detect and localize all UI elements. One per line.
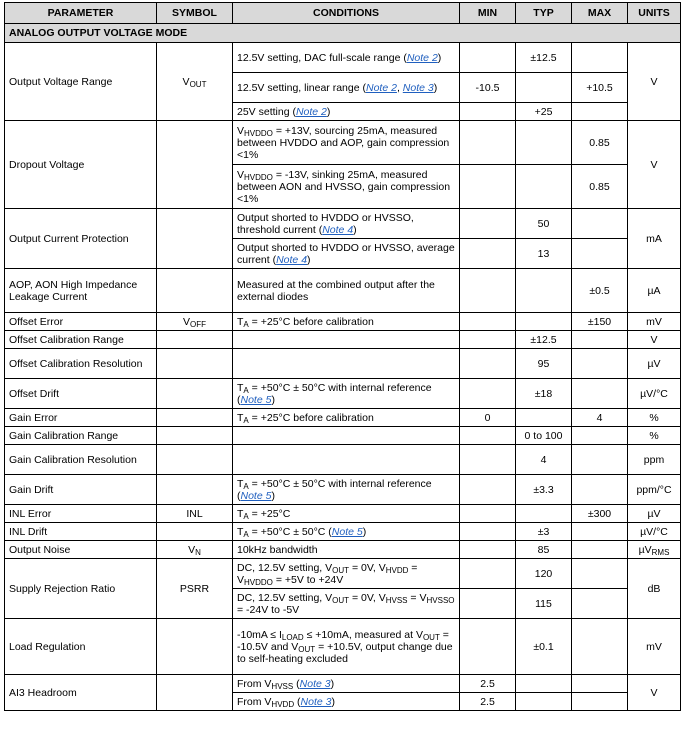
typ-value: +25 <box>516 103 572 121</box>
param-output-voltage-range: Output Voltage Range <box>5 43 157 121</box>
max-value: ±150 <box>572 313 628 331</box>
note-link[interactable]: Note 5 <box>240 489 272 502</box>
typ-value: ±12.5 <box>516 43 572 73</box>
min-value: 0 <box>460 409 516 427</box>
condition: $V_{HVDDO} = +13V$, sourcing 25mA, measured between HVDDO and AOP, gain compression <1% <box>233 121 460 165</box>
min-value <box>460 523 516 541</box>
unit-value: V <box>628 331 681 349</box>
param-load-regulation: Load Regulation <box>5 619 157 675</box>
symbol-empty <box>157 445 233 475</box>
param-offset-error: Offset Error <box>5 313 157 331</box>
unit-value: µA <box>628 269 681 313</box>
symbol-empty <box>157 331 233 349</box>
param-inl-error: INL Error <box>5 505 157 523</box>
table-row <box>5 505 681 523</box>
param-gain-calibration-range: Gain Calibration Range <box>5 427 157 445</box>
min-value <box>460 427 516 445</box>
typ-value: 95 <box>516 349 572 379</box>
note-link[interactable]: Note 2 <box>295 105 327 118</box>
unit-value: ppm/°C <box>628 475 681 505</box>
typ-value: ±3.3 <box>516 475 572 505</box>
min-value: 2.5 <box>460 693 516 711</box>
typ-value: ±3 <box>516 523 572 541</box>
condition <box>233 331 460 349</box>
note-link[interactable]: Note 3 <box>402 81 434 94</box>
min-value <box>460 209 516 239</box>
symbol-empty <box>157 427 233 445</box>
symbol-empty <box>157 475 233 505</box>
condition: $-10mA \le I_{LOAD} \le +10mA$, measured at $V_{OUT} = -10.5V$ and $V_{OUT} = +10.5V$, output change due to self-heating excluded <box>233 619 460 675</box>
typ-value: ±18 <box>516 379 572 409</box>
header-units: UNITS <box>628 3 681 24</box>
condition: From $V_{HVSS}$ (Note 3) <box>233 675 460 693</box>
typ-value: 120 <box>516 559 572 589</box>
header-parameter: PARAMETER <box>5 3 157 24</box>
header-row <box>5 3 681 24</box>
min-value <box>460 475 516 505</box>
min-value <box>460 379 516 409</box>
min-value <box>460 619 516 675</box>
unit-value: µV/°C <box>628 523 681 541</box>
table-row <box>5 209 681 239</box>
min-value <box>460 121 516 165</box>
max-value: ±300 <box>572 505 628 523</box>
condition: 12.5V setting, linear range (Note 2, Note 3) <box>233 73 460 103</box>
table-row <box>5 619 681 675</box>
min-value <box>460 541 516 559</box>
table-row <box>5 121 681 165</box>
header-conditions: CONDITIONS <box>233 3 460 24</box>
min-value <box>460 43 516 73</box>
param-output-current-protection: Output Current Protection <box>5 209 157 269</box>
note-link[interactable]: Note 4 <box>276 253 308 266</box>
symbol-empty <box>157 619 233 675</box>
max-value <box>572 43 628 73</box>
param-offset-drift: Offset Drift <box>5 379 157 409</box>
unit-value: dB <box>628 559 681 619</box>
note-link[interactable]: Note 4 <box>322 223 354 236</box>
typ-value <box>516 165 572 209</box>
note-link[interactable]: Note 2 <box>366 81 397 94</box>
note-link[interactable]: Note 2 <box>406 51 438 64</box>
unit-value: mV <box>628 313 681 331</box>
max-value <box>572 693 628 711</box>
symbol-inl: INL <box>157 505 233 523</box>
note-link[interactable]: Note 3 <box>300 695 332 708</box>
typ-value: ±12.5 <box>516 331 572 349</box>
symbol-empty <box>157 409 233 427</box>
max-value <box>572 209 628 239</box>
param-ai3-headroom: AI3 Headroom <box>5 675 157 711</box>
symbol-voff: $V_{OFF}$ <box>157 313 233 331</box>
unit-value: V <box>628 43 681 121</box>
max-value <box>572 445 628 475</box>
unit-value: V <box>628 675 681 711</box>
unit-value: µV <box>628 349 681 379</box>
condition: $T_A = +50^\circ C \pm 50^\circ C$ with internal reference (Note 5) <box>233 475 460 505</box>
param-gain-calibration-resolution: Gain Calibration Resolution <box>5 445 157 475</box>
condition: $T_A = +25^\circ C$ before calibration <box>233 313 460 331</box>
condition: 12.5V setting, DAC full-scale range (Note 2) <box>233 43 460 73</box>
spec-table <box>4 2 681 711</box>
symbol-empty <box>157 349 233 379</box>
param-leakage-current: AOP, AON High Impedance Leakage Current <box>5 269 157 313</box>
min-value <box>460 445 516 475</box>
min-value <box>460 589 516 619</box>
condition: $T_A = +25^\circ C$ <box>233 505 460 523</box>
typ-value: 115 <box>516 589 572 619</box>
max-value <box>572 103 628 121</box>
typ-value: 0 to 100 <box>516 427 572 445</box>
header-typ: TYP <box>516 3 572 24</box>
min-value: 2.5 <box>460 675 516 693</box>
unit-value: V <box>628 121 681 209</box>
symbol-vout: $V_{OUT}$ <box>157 43 233 121</box>
max-value <box>572 589 628 619</box>
condition: $V_{HVDDO} = -13V$, sinking 25mA, measured between AON and HVSSO, gain compression <1% <box>233 165 460 209</box>
table-row <box>5 379 681 409</box>
header-min: MIN <box>460 3 516 24</box>
symbol-empty <box>157 269 233 313</box>
typ-value <box>516 121 572 165</box>
symbol-empty <box>157 523 233 541</box>
max-value <box>572 523 628 541</box>
table-row <box>5 445 681 475</box>
max-value <box>572 675 628 693</box>
note-link[interactable]: Note 5 <box>331 525 363 538</box>
condition <box>233 427 460 445</box>
table-row <box>5 313 681 331</box>
typ-value <box>516 409 572 427</box>
condition: 10kHz bandwidth <box>233 541 460 559</box>
unit-value: mV <box>628 619 681 675</box>
param-dropout-voltage: Dropout Voltage <box>5 121 157 209</box>
min-value <box>460 349 516 379</box>
condition: $T_A = +50^\circ C \pm 50^\circ C$ (Note 5) <box>233 523 460 541</box>
symbol-vn: $V_N$ <box>157 541 233 559</box>
table-row <box>5 523 681 541</box>
header-symbol: SYMBOL <box>157 3 233 24</box>
max-value <box>572 475 628 505</box>
header-max: MAX <box>572 3 628 24</box>
typ-value: ±0.1 <box>516 619 572 675</box>
min-value <box>460 331 516 349</box>
table-row <box>5 675 681 693</box>
table-row <box>5 409 681 427</box>
typ-value: 85 <box>516 541 572 559</box>
table-row <box>5 475 681 505</box>
table-row <box>5 349 681 379</box>
max-value: 0.85 <box>572 165 628 209</box>
condition: DC, 12.5V setting, $V_{OUT} = 0V$, $V_{HVDD} = V_{HVDDO} = +5V$ to +24V <box>233 559 460 589</box>
typ-value <box>516 505 572 523</box>
table-row <box>5 43 681 73</box>
unit-value: % <box>628 427 681 445</box>
table-row <box>5 427 681 445</box>
unit-value: ppm <box>628 445 681 475</box>
max-value: +10.5 <box>572 73 628 103</box>
min-value <box>460 239 516 269</box>
condition: Output shorted to HVDDO or HVSSO, average current (Note 4) <box>233 239 460 269</box>
typ-value <box>516 675 572 693</box>
param-gain-drift: Gain Drift <box>5 475 157 505</box>
table-row <box>5 269 681 313</box>
symbol-empty <box>157 675 233 711</box>
typ-value: 13 <box>516 239 572 269</box>
symbol-empty <box>157 121 233 209</box>
condition: 25V setting (Note 2) <box>233 103 460 121</box>
note-link[interactable]: Note 3 <box>299 677 331 690</box>
min-value <box>460 559 516 589</box>
section-title: ANALOG OUTPUT VOLTAGE MODE <box>5 24 681 43</box>
max-value <box>572 541 628 559</box>
param-output-noise: Output Noise <box>5 541 157 559</box>
param-offset-calibration-range: Offset Calibration Range <box>5 331 157 349</box>
max-value <box>572 559 628 589</box>
condition: $T_A = +25^\circ C$ before calibration <box>233 409 460 427</box>
min-value <box>460 505 516 523</box>
max-value <box>572 331 628 349</box>
condition: From $V_{HVDD}$ (Note 3) <box>233 693 460 711</box>
typ-value: 50 <box>516 209 572 239</box>
section-row <box>5 24 681 43</box>
condition: $T_A = +50^\circ C \pm 50^\circ C$ with internal reference (Note 5) <box>233 379 460 409</box>
param-gain-error: Gain Error <box>5 409 157 427</box>
min-value <box>460 313 516 331</box>
unit-value: µV/°C <box>628 379 681 409</box>
max-value <box>572 349 628 379</box>
condition: Output shorted to HVDDO or HVSSO, threshold current (Note 4) <box>233 209 460 239</box>
max-value <box>572 619 628 675</box>
condition: DC, 12.5V setting, $V_{OUT} = 0V$, $V_{HVSS} = V_{HVSSO} = -24V$ to -5V <box>233 589 460 619</box>
symbol-empty <box>157 379 233 409</box>
table-row <box>5 559 681 589</box>
table-row <box>5 541 681 559</box>
param-supply-rejection-ratio: Supply Rejection Ratio <box>5 559 157 619</box>
typ-value <box>516 693 572 711</box>
min-value <box>460 165 516 209</box>
condition <box>233 349 460 379</box>
table-row <box>5 331 681 349</box>
param-inl-drift: INL Drift <box>5 523 157 541</box>
typ-value <box>516 313 572 331</box>
min-value <box>460 269 516 313</box>
symbol-empty <box>157 209 233 269</box>
max-value: 0.85 <box>572 121 628 165</box>
note-link[interactable]: Note 5 <box>240 393 272 406</box>
condition <box>233 445 460 475</box>
min-value: -10.5 <box>460 73 516 103</box>
unit-value: µV <box>628 505 681 523</box>
unit-value: % <box>628 409 681 427</box>
unit-value: mA <box>628 209 681 269</box>
unit-value: µV$_{RMS}$ <box>628 541 681 559</box>
max-value: ±0.5 <box>572 269 628 313</box>
typ-value: 4 <box>516 445 572 475</box>
typ-value <box>516 73 572 103</box>
param-offset-calibration-resolution: Offset Calibration Resolution <box>5 349 157 379</box>
max-value: 4 <box>572 409 628 427</box>
min-value <box>460 103 516 121</box>
max-value <box>572 427 628 445</box>
typ-value <box>516 269 572 313</box>
symbol-psrr: PSRR <box>157 559 233 619</box>
max-value <box>572 379 628 409</box>
condition: Measured at the combined output after the external diodes <box>233 269 460 313</box>
max-value <box>572 239 628 269</box>
